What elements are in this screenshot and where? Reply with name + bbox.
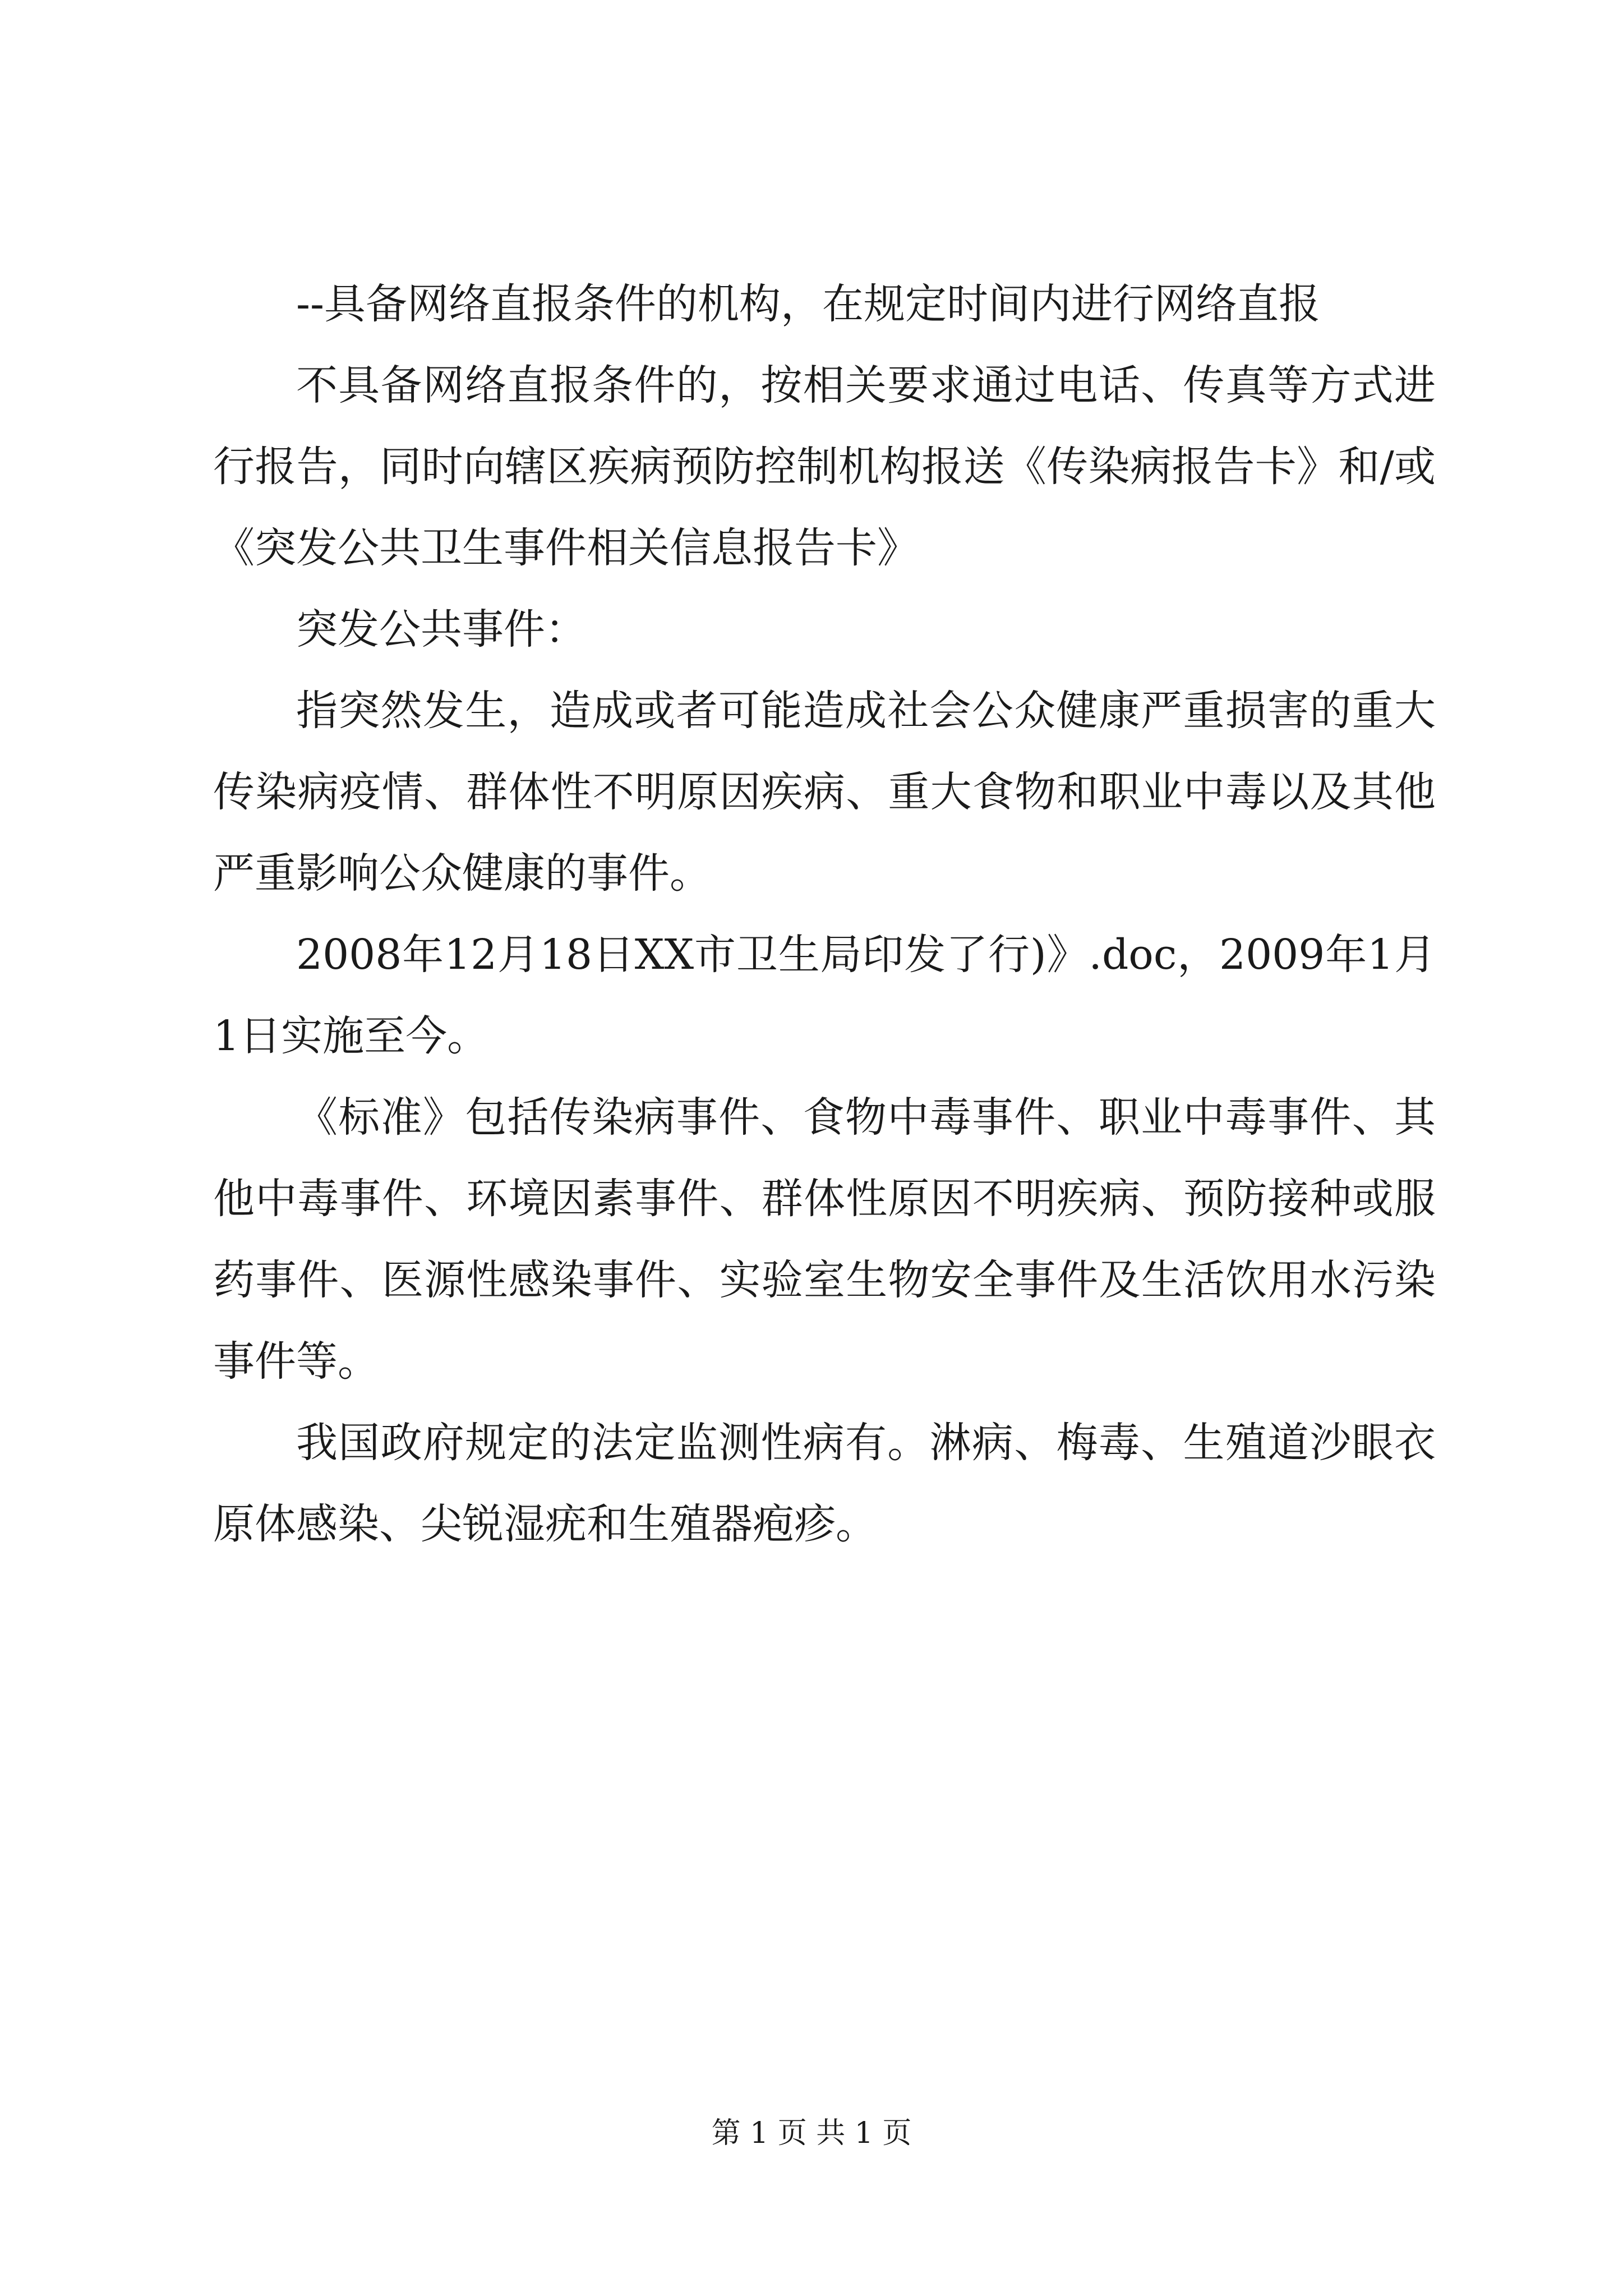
paragraph-standard-scope: 《标准》包括传染病事件、食物中毒事件、职业中毒事件、其他中毒事件、环境因素事件、群体性原因不明疾病、预防接种或服药事件、医源性感染事件、实验室生物安全事件及生活饮用水污染事件等。 — [213, 1093, 1436, 1386]
paragraph-public-event-definition: 指突然发生，造成或者可能造成社会公众健康严重损害的重大传染病疫情、群体性不明原因疾病、重大食物和职业中毒以及其他严重影响公众健康的事件。 — [213, 687, 1436, 898]
paragraph-network-report: --具备网络直报条件的机构，在规定时间内进行网络直报 — [296, 280, 1321, 328]
paragraph-std-monitoring: 我国政府规定的法定监测性病有。淋病、梅毒、生殖道沙眼衣原体感染、尖锐湿疣和生殖器疱疹。 — [213, 1419, 1436, 1548]
paragraph-issue-date: 2008年12月18日XX市卫生局印发了行)》.doc，2009年1月1日实施至今。 — [213, 931, 1436, 1060]
document-body — [213, 264, 1436, 1565]
page-footer: 第 1 页 共 1 页 — [711, 2116, 912, 2150]
paragraph-non-network-report: 不具备网络直报条件的，按相关要求通过电话、传真等方式进行报告，同时向辖区疾病预防控制机构报送《传染病报告卡》和/或《突发公共卫生事件相关信息报告卡》 — [213, 361, 1436, 572]
paragraph-public-event-heading: 突发公共事件： — [296, 605, 587, 654]
